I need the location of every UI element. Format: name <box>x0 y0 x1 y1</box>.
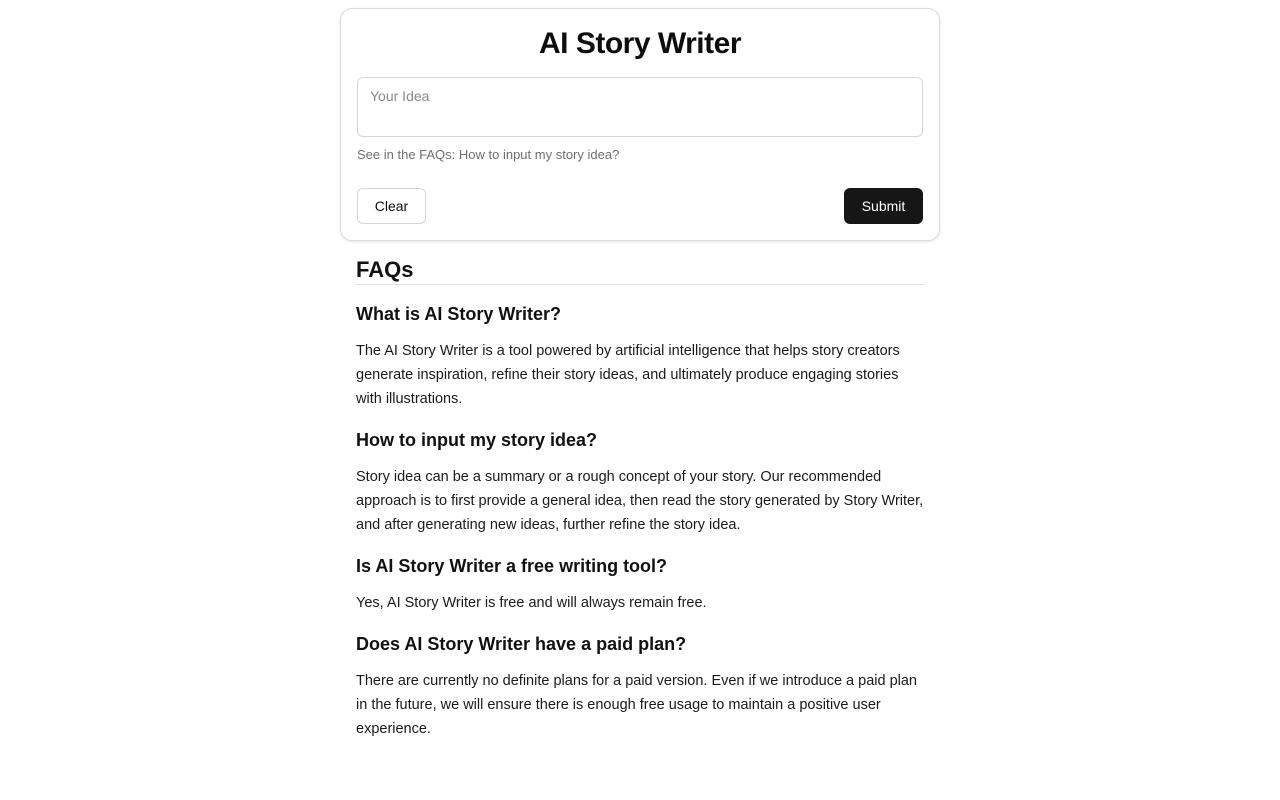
page-title: AI Story Writer <box>539 27 741 60</box>
faq-item <box>356 632 925 741</box>
idea-input[interactable] <box>357 77 923 137</box>
faq-item <box>356 554 925 615</box>
faq-question: What is AI Story Writer? <box>356 304 562 324</box>
faq-question: How to input my story idea? <box>356 430 598 450</box>
faq-answer: The AI Story Writer is a tool powered by artificial intelligence that helps story creators generate inspiration, refine their story ideas, and ultimately produce engaging stories with illustrations. <box>356 343 900 407</box>
faq-item <box>356 428 925 537</box>
faq-question: Does AI Story Writer have a paid plan? <box>356 634 687 654</box>
faq-item <box>356 302 925 411</box>
faq-hint-prefix: See in the FAQs: <box>357 147 459 162</box>
faq-question: Is AI Story Writer a free writing tool? <box>356 556 668 576</box>
faq-answer: Story idea can be a summary or a rough concept of your story. Our recommended approach is to first provide a general idea, then read the story generated by Story Writer, and after generating new ideas, further refine the story idea. <box>356 469 924 533</box>
story-input-card <box>340 8 940 241</box>
clear-button[interactable]: Clear <box>357 188 426 224</box>
faq-hint-link[interactable]: How to input my story idea? <box>458 147 620 162</box>
faq-answer: There are currently no definite plans for a paid version. Even if we introduce a paid plan in the future, we will ensure there is enough free usage to maintain a positive user experience. <box>356 673 917 737</box>
faq-answer: Yes, AI Story Writer is free and will always remain free. <box>356 595 707 611</box>
faq-section <box>356 256 925 741</box>
faq-heading: FAQs <box>356 256 925 285</box>
faq-hint <box>357 147 619 162</box>
submit-button[interactable]: Submit <box>844 188 923 224</box>
